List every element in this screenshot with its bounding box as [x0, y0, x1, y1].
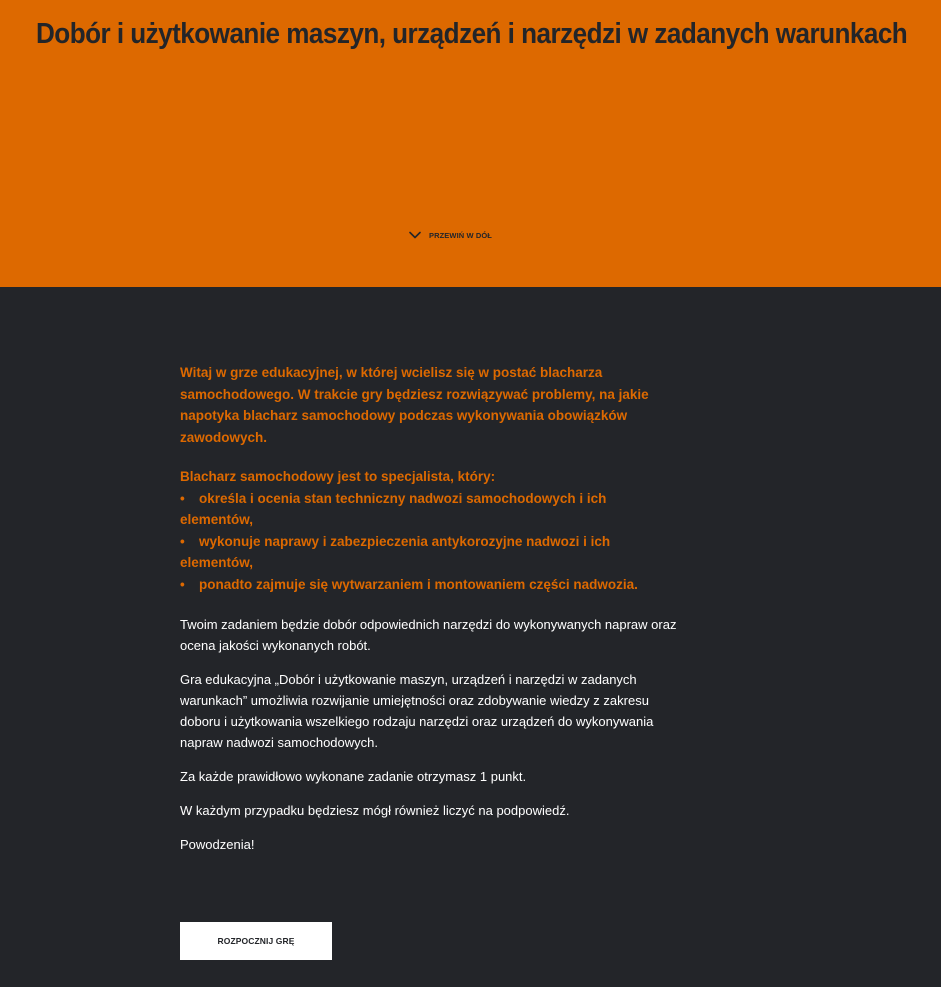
- task-text: Twoim zadaniem będzie dobór odpowiednich narzędzi do wykonywanych napraw oraz ocena jakości wykonanych robót.: [180, 617, 677, 653]
- intro-text: Witaj w grze edukacyjnej, w której wcielisz się w postać blacharza samochodowego. W trakcie gry będziesz rozwiązywać problemy, na jakie napotyka blacharz samochodowy podczas wykonywania obowiązków zawodowych.: [180, 365, 649, 445]
- list-item: [180, 574, 680, 596]
- good-luck-text: Powodzenia!: [180, 837, 255, 852]
- scroll-down-label: PRZEWIŃ W DÓŁ: [429, 230, 492, 240]
- description-text: Gra edukacyjna „Dobór i użytkowanie maszyn, urządzeń i narzędzi w zadanych warunkach” umożliwia rozwijanie umiejętności oraz zdobywanie wiedzy z zakresu doboru i użytkowania wszelkiego rodzaju narzędzi oraz urządzeń do wykonywania napraw nadwozi samochodowych.: [180, 672, 654, 750]
- bullet: •: [180, 576, 185, 592]
- list-item-text: określa i ocenia stan techniczny nadwozi samochodowych i ich elementów,: [180, 490, 607, 527]
- hero-header: [0, 0, 941, 287]
- start-game-button[interactable]: ROZPOCZNIJ GRĘ: [180, 922, 332, 960]
- page-title: Dobór i użytkowanie maszyn, urządzeń i narzędzi w zadanych warunkach: [36, 18, 908, 50]
- scroll-down-link[interactable]: [409, 228, 492, 242]
- chevron-down-icon: [409, 231, 421, 239]
- points-text: Za każde prawidłowo wykonane zadanie otrzymasz 1 punkt.: [180, 769, 527, 784]
- bullet: •: [180, 533, 185, 549]
- list-item: [180, 531, 680, 574]
- bullet: •: [180, 490, 185, 506]
- list-item-text: wykonuje naprawy i zabezpieczenia antykorozyjne nadwozi i ich elementów,: [180, 533, 611, 570]
- definition-list: [180, 488, 680, 596]
- list-item-text: ponadto zajmuje się wytwarzaniem i montowaniem części nadwozia.: [199, 576, 638, 592]
- definition-lead: Blacharz samochodowy jest to specjalista, który:: [180, 469, 496, 484]
- list-item: [180, 488, 680, 531]
- hint-text: W każdym przypadku będziesz mógł również liczyć na podpowiedź.: [180, 803, 570, 818]
- game-description: [180, 362, 680, 868]
